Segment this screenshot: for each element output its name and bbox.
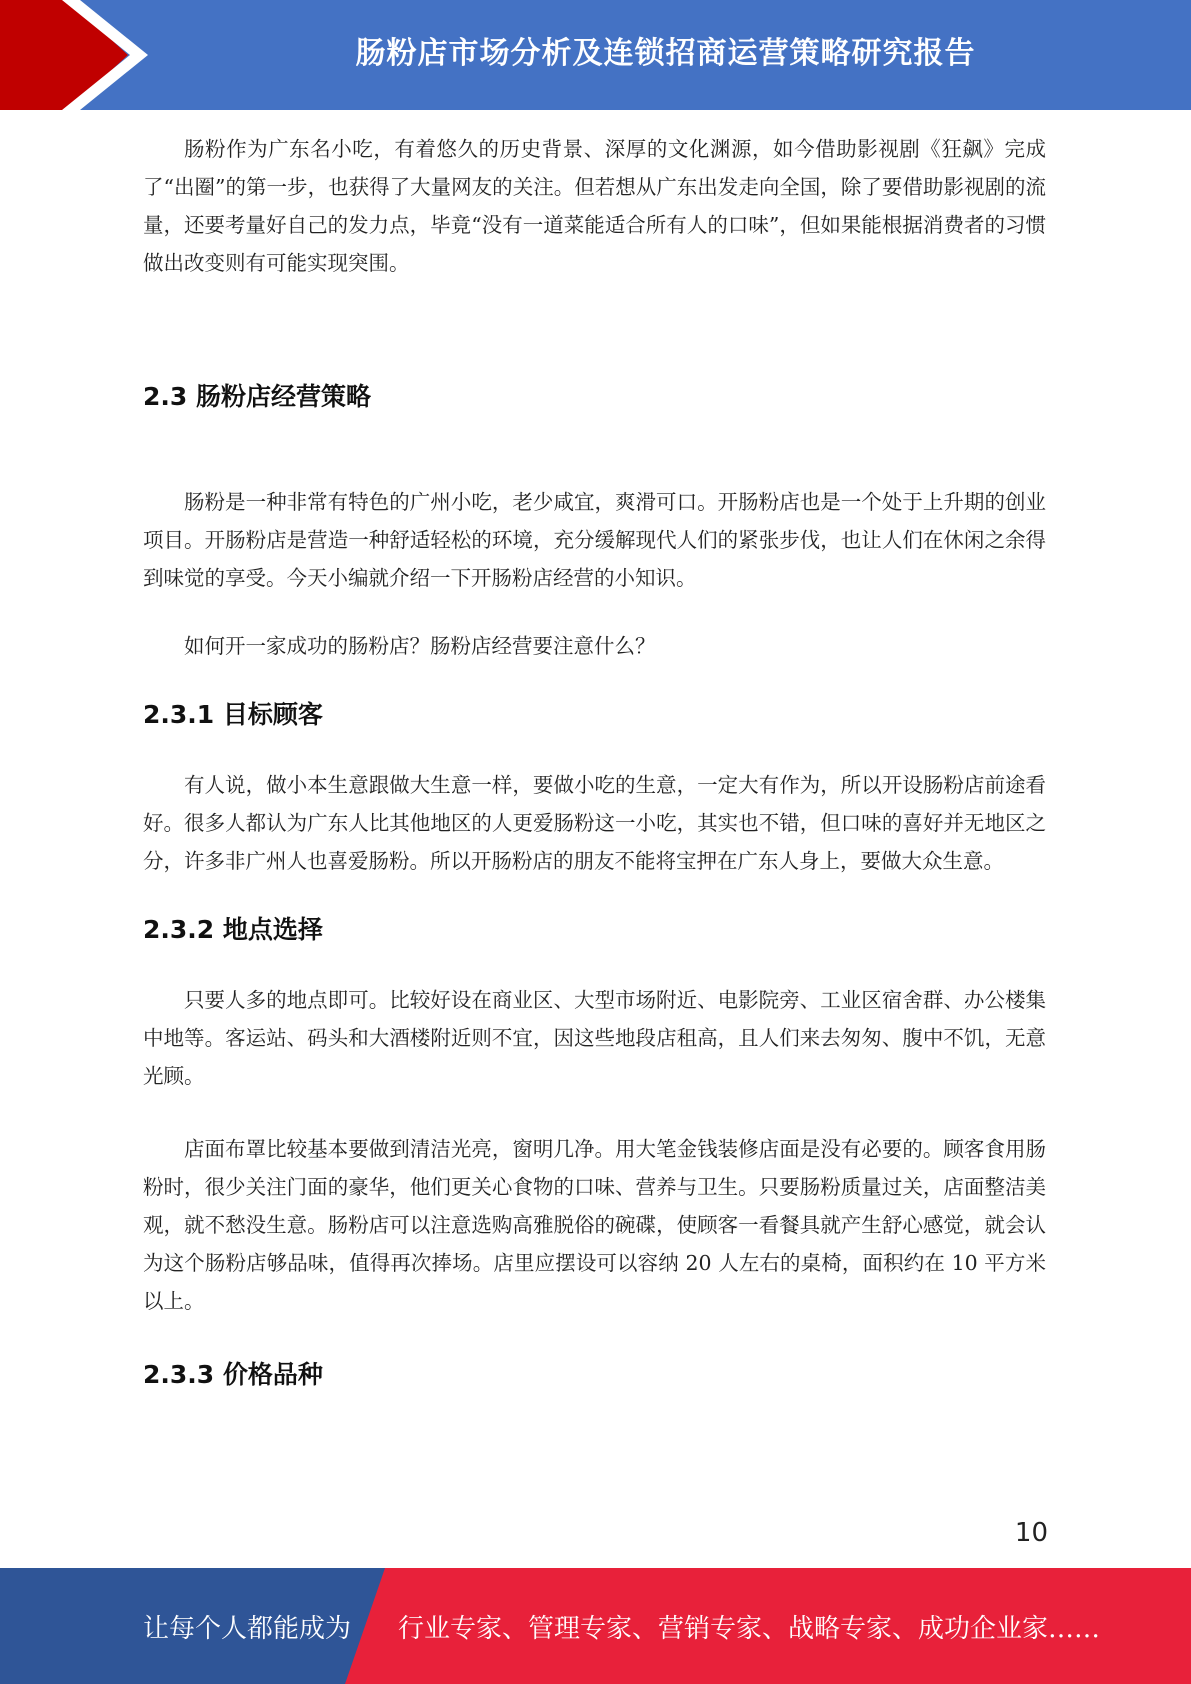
page-footer xyxy=(0,1568,1191,1684)
page-header xyxy=(0,0,1191,110)
document-body xyxy=(143,130,1046,1391)
section-heading-2-3-3: 2.3.3 价格品种 xyxy=(143,1360,323,1389)
paragraph-strategy-intro: 肠粉是一种非常有特色的广州小吃，老少咸宜，爽滑可口。开肠粉店也是一个处于上升期的创业项目。开肠粉店是营造一种舒适轻松的环境，充分缓解现代人们的紧张步伐，也让人们在休闲之余得到味觉的享受。今天小编就介绍一下开肠粉店经营的小知识。 xyxy=(143,490,1046,590)
paragraph-location: 只要人多的地点即可。比较好设在商业区、大型市场附近、电影院旁、工业区宿舍群、办公楼集中地等。客运站、码头和大酒楼附近则不宜，因这些地段店租高，且人们来去匆匆、腹中不饥，无意光顾。 xyxy=(143,988,1046,1088)
footer-slogan-left: 让每个人都能成为 xyxy=(143,1613,352,1644)
section-heading-2-3-1: 2.3.1 目标顾客 xyxy=(143,700,323,729)
paragraph-target-customers: 有人说，做小本生意跟做大生意一样，要做小吃的生意，一定大有作为，所以开设肠粉店前途看好。很多人都认为广东人比其他地区的人更爱肠粉这一小吃，其实也不错，但口味的喜好并无地区之分，许多非广州人也喜爱肠粉。所以开肠粉店的朋友不能将宝押在广东人身上，要做大众生意。 xyxy=(143,773,1046,873)
paragraph-question: 如何开一家成功的肠粉店？肠粉店经营要注意什么？ xyxy=(184,634,656,658)
paragraph-intro: 肠粉作为广东名小吃，有着悠久的历史背景、深厚的文化渊源，如今借助影视剧《狂飙》完成了“出圈”的第一步，也获得了大量网友的关注。但若想从广东出发走向全国，除了要借助影视剧的流量，还要考量好自己的发力点，毕竟“没有一道菜能适合所有人的口味”，但如果能根据消费者的习惯做出改变则有可能实现突围。 xyxy=(143,137,1046,275)
footer-slogan-right: 行业专家、管理专家、营销专家、战略专家、成功企业家…… xyxy=(398,1613,1101,1644)
section-heading-2-3-2: 2.3.2 地点选择 xyxy=(143,915,323,944)
report-title: 肠粉店市场分析及连锁招商运营策略研究报告 xyxy=(355,36,976,71)
paragraph-storefront: 店面布罩比较基本要做到清洁光亮，窗明几净。用大笔金钱装修店面是没有必要的。顾客食用肠粉时，很少关注门面的豪华，他们更关心食物的口味、营养与卫生。只要肠粉质量过关，店面整洁美观，就不愁没生意。肠粉店可以注意选购高雅脱俗的碗碟，使顾客一看餐具就产生舒心感觉，就会认为这个肠粉店够品味，值得再次捧场。店里应摆设可以容纳 20 人左右的桌椅，面积约在 10 平方米以上。 xyxy=(143,1137,1046,1313)
page-number: 10 xyxy=(1014,1518,1048,1548)
section-heading-2-3: 2.3 肠粉店经营策略 xyxy=(143,382,371,411)
